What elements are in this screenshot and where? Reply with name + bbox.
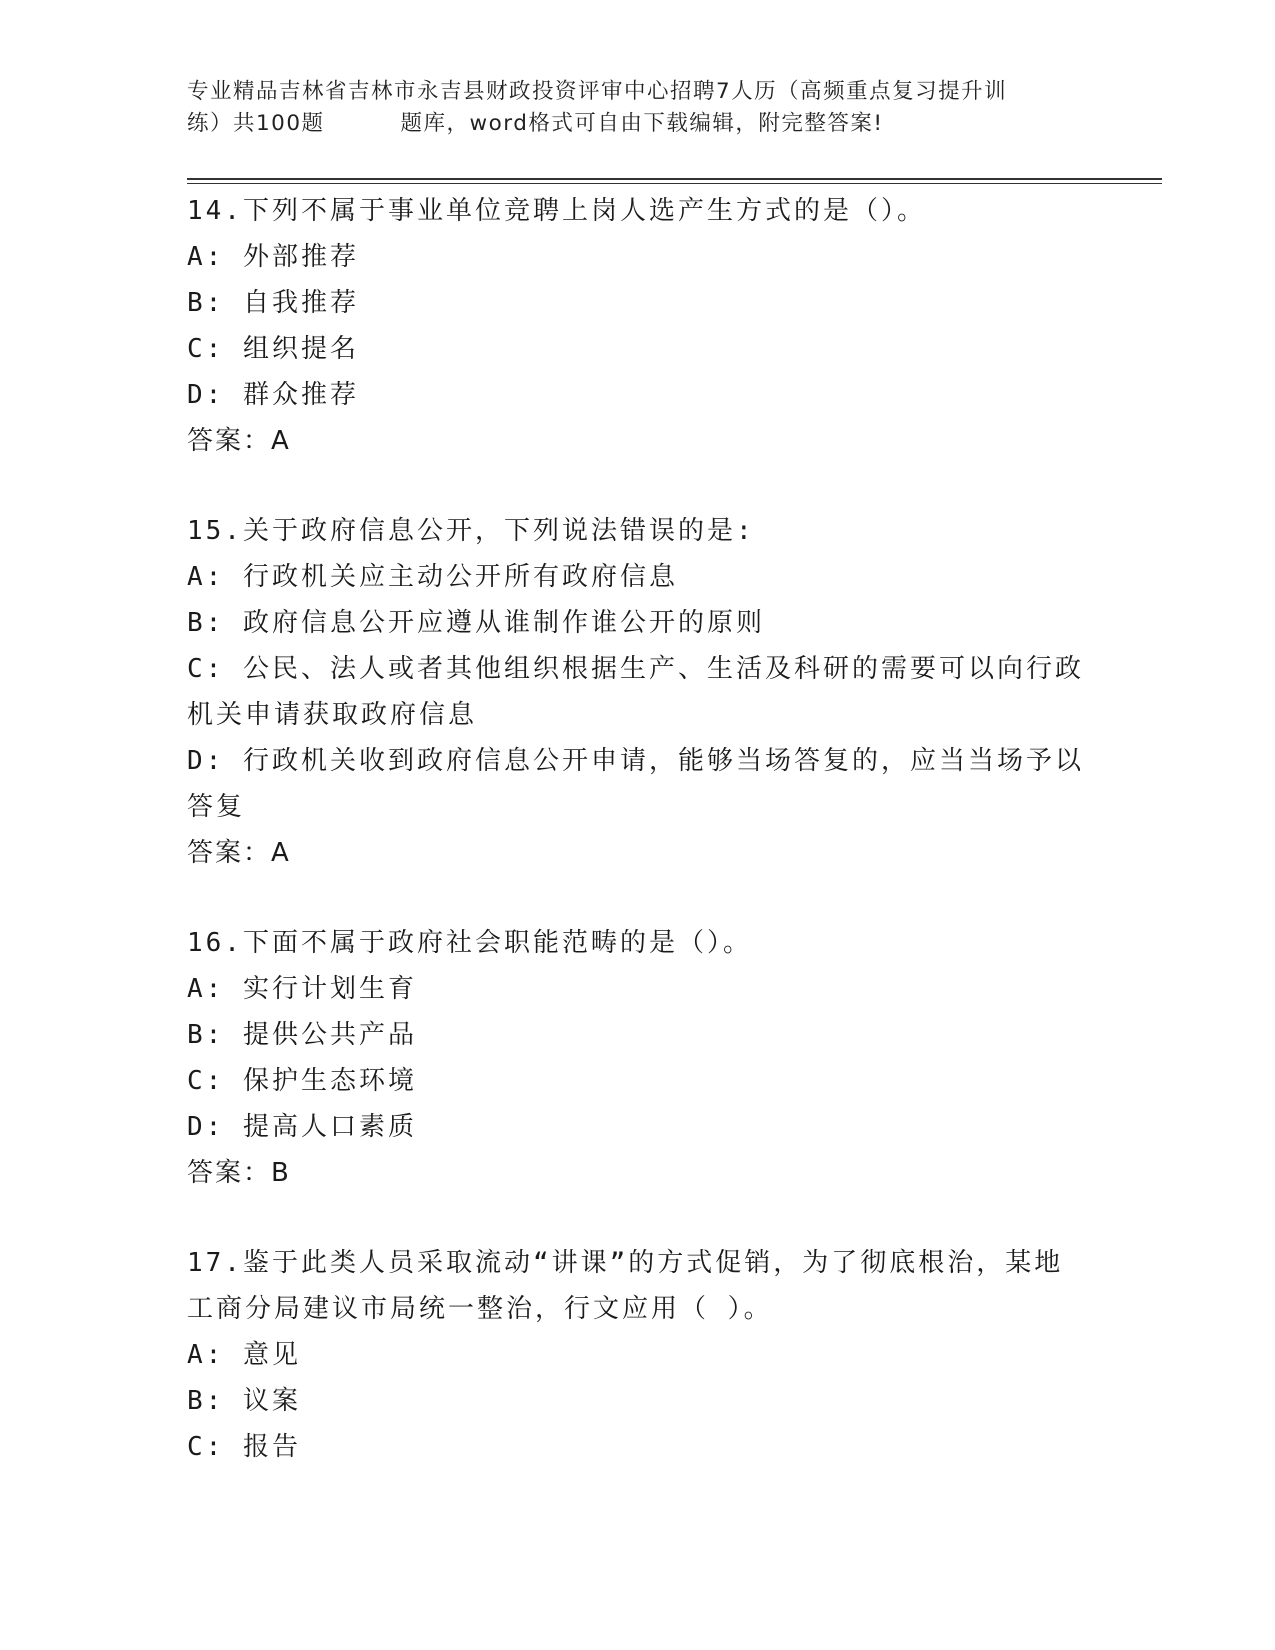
option-text: 群众推荐 [242, 380, 359, 410]
option-b [187, 280, 1087, 326]
option-text: 自我推荐 [242, 288, 359, 318]
option-b [187, 600, 1087, 646]
option-label: B: [187, 608, 225, 638]
option-text: 实行计划生育 [242, 974, 417, 1004]
header-title-part-1: 练）共100题 [187, 111, 325, 136]
option-d [187, 372, 1087, 418]
option-label: C: [187, 334, 225, 364]
option-b [187, 1378, 1087, 1424]
question-stem: 17.鉴于此类人员采取流动“讲课”的方式促销，为了彻底根治，某地工商分局建议市局统一整治，行文应用（ ）。 [187, 1248, 1064, 1324]
option-a [187, 1332, 1087, 1378]
question-14 [187, 188, 1087, 464]
option-label: C: [187, 654, 225, 684]
option-a [187, 554, 1087, 600]
option-text: 行政机关应主动公开所有政府信息 [242, 562, 678, 592]
option-label: B: [187, 1020, 225, 1050]
header-title-part-2: 题库，word格式可自由下载编辑，附完整答案! [400, 111, 884, 136]
question-list [187, 188, 1087, 1470]
option-label: A: [187, 562, 225, 592]
answer: 答案：A [187, 838, 291, 868]
option-text: 行政机关收到政府信息公开申请，能够当场答复的，应当当场予以答复 [187, 746, 1084, 822]
option-label: A: [187, 974, 225, 1004]
document-header [187, 76, 1087, 140]
header-title-line-2 [187, 108, 1087, 140]
question-15 [187, 508, 1087, 876]
question-stem: 16.下面不属于政府社会职能范畴的是（）。 [187, 928, 752, 958]
question-stem: 15.关于政府信息公开，下列说法错误的是: [187, 516, 755, 546]
option-text: 政府信息公开应遵从谁制作谁公开的原则 [242, 608, 765, 638]
option-c [187, 646, 1087, 738]
option-label: D: [187, 380, 225, 410]
answer: 答案：B [187, 1158, 291, 1188]
header-rule-thin [187, 183, 1162, 184]
answer: 答案：A [187, 426, 291, 456]
option-text: 提高人口素质 [242, 1112, 417, 1142]
option-label: D: [187, 1112, 225, 1142]
option-label: A: [187, 242, 225, 272]
question-16 [187, 920, 1087, 1196]
option-text: 报告 [242, 1432, 301, 1462]
option-d [187, 1104, 1087, 1150]
option-text: 组织提名 [242, 334, 359, 364]
option-label: B: [187, 1386, 225, 1416]
option-label: D: [187, 746, 225, 776]
header-rule-thick [187, 178, 1162, 180]
option-label: C: [187, 1432, 225, 1462]
question-17 [187, 1240, 1087, 1470]
option-text: 提供公共产品 [242, 1020, 417, 1050]
option-label: C: [187, 1066, 225, 1096]
option-text: 议案 [242, 1386, 301, 1416]
option-a [187, 966, 1087, 1012]
option-a [187, 234, 1087, 280]
option-text: 保护生态环境 [242, 1066, 417, 1096]
option-label: A: [187, 1340, 225, 1370]
option-text: 外部推荐 [242, 242, 359, 272]
question-stem: 14.下列不属于事业单位竞聘上岗人选产生方式的是（）。 [187, 196, 926, 226]
option-c [187, 1424, 1087, 1470]
option-b [187, 1012, 1087, 1058]
option-text: 公民、法人或者其他组织根据生产、生活及科研的需要可以向行政机关申请获取政府信息 [187, 654, 1084, 730]
option-c [187, 326, 1087, 372]
option-text: 意见 [242, 1340, 301, 1370]
header-title-line-1: 专业精品吉林省吉林市永吉县财政投资评审中心招聘7人历（高频重点复习提升训 [187, 79, 1008, 104]
option-c [187, 1058, 1087, 1104]
option-label: B: [187, 288, 225, 318]
option-d [187, 738, 1087, 830]
